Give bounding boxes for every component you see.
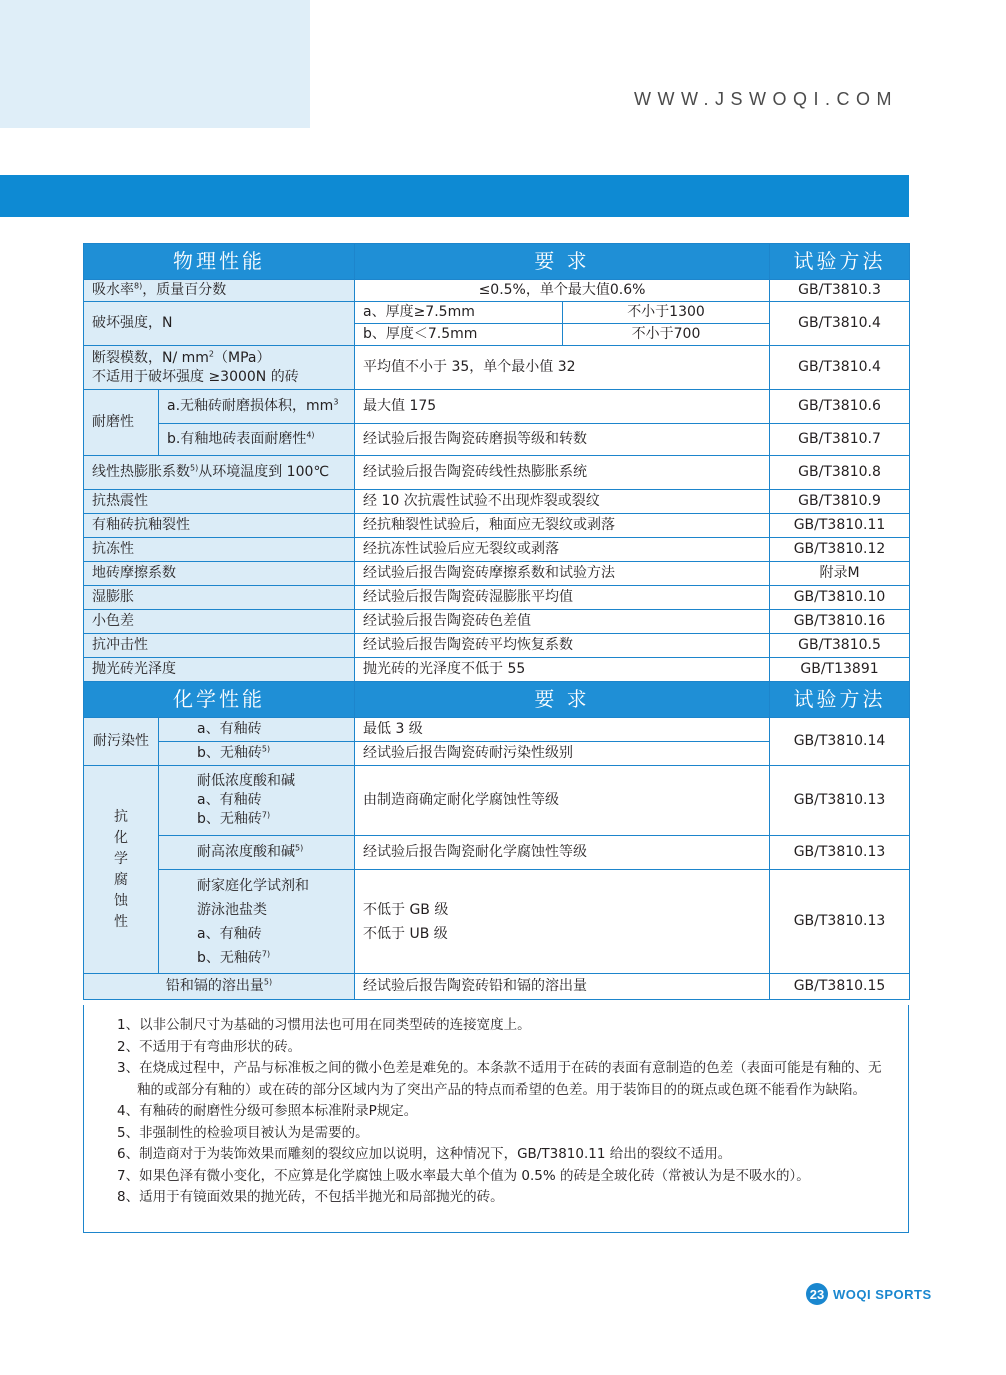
water-req: ≤0.5%，单个最大值0.6% <box>355 280 770 302</box>
spec-table <box>83 243 910 1000</box>
row-req: 经试验后报告陶瓷砖色差值 <box>355 610 770 634</box>
note-item: 4、有釉砖的耐磨性分级可参照本标准附录P规定。 <box>117 1103 418 1119</box>
stain-method: GB/T3810.14 <box>770 718 910 766</box>
table-row <box>84 538 910 562</box>
note-item: 8、适用于有镜面效果的抛光砖，不包括半抛光和局部抛光的砖。 <box>117 1189 504 1205</box>
row-req: 经试验后报告陶瓷砖平均恢复系数 <box>355 634 770 658</box>
row-method: GB/T3810.5 <box>770 634 910 658</box>
table-row <box>84 658 910 682</box>
table-row <box>84 870 910 974</box>
header-band <box>0 175 909 217</box>
row-method: GB/T13891 <box>770 658 910 682</box>
note-item: 2、不适用于有弯曲形状的砖。 <box>117 1038 302 1055</box>
table-row <box>84 974 910 1000</box>
chemical-header-row <box>84 682 910 718</box>
table-row <box>84 456 910 490</box>
corrosion-high-label: 耐高浓度酸和碱$^{5)}$ <box>159 836 355 870</box>
lead-label: 铅和镉的溶出量$^{5)}$ <box>84 974 355 1000</box>
note-item: 3、在烧成过程中，产品与标准板之间的微小色差是难免的。本条款不适用于在砖的表面有意制造的色差（表面可能是有釉的、无釉的或部分有釉的）或在砖的部分区域内为了突出产品的特点而希望的色差。用于装饰目的的斑点或色斑不能看作为缺陷。 <box>117 1060 882 1098</box>
abrasion-b-method: GB/T3810.7 <box>770 424 910 456</box>
page-footer <box>806 1283 932 1305</box>
corrosion-low-req: 由制造商确定耐化学腐蚀性等级 <box>355 766 770 836</box>
row-label: 小色差 <box>84 610 355 634</box>
row-label: 地砖摩擦系数 <box>84 562 355 586</box>
row-req: 经抗釉裂性试验后，釉面应无裂纹或剥落 <box>355 514 770 538</box>
table-row <box>84 718 910 742</box>
table-row <box>84 390 910 424</box>
abrasion-label: 耐磨性 <box>84 390 159 456</box>
row-label: 有釉砖抗釉裂性 <box>84 514 355 538</box>
corrosion-household-label: 耐家庭化学试剂和 游泳池盐类 a、有釉砖 b、无釉砖$^{7)}$ <box>159 870 355 974</box>
abrasion-b-label: b.有釉地砖表面耐磨性$^{4)}$ <box>159 424 355 456</box>
water-label: 吸水率$^{8)}$，质量百分数 <box>84 280 355 302</box>
abrasion-a-label: a.无釉砖耐磨损体积，$mm^3$ <box>159 390 355 424</box>
stain-a-req: 最低 3 级 <box>355 718 770 742</box>
abrasion-b-req: 经试验后报告陶瓷砖磨损等级和转数 <box>355 424 770 456</box>
corrosion-household-req: 不低于 GB 级 不低于 UB 级 <box>355 870 770 974</box>
strength-label: 破坏强度，N <box>84 302 355 346</box>
table-row <box>84 490 910 514</box>
modulus-req: 平均值不小于 35，单个最小值 32 <box>355 346 770 390</box>
row-label: 抗冲击性 <box>84 634 355 658</box>
chemical-title: 化学性能 <box>84 682 355 718</box>
stain-label: 耐污染性 <box>84 718 159 766</box>
thermal-label: 线性热膨胀系数$^{5)}$从环境温度到 100℃ <box>84 456 355 490</box>
corrosion-high-method: GB/T3810.13 <box>770 836 910 870</box>
stain-a-label: a、有釉砖 <box>159 718 355 742</box>
strength-method: GB/T3810.4 <box>770 302 910 346</box>
table-row <box>84 514 910 538</box>
corrosion-low-label: 耐低浓度酸和碱 a、有釉砖 b、无釉砖$^{7)}$ <box>159 766 355 836</box>
row-method: GB/T3810.11 <box>770 514 910 538</box>
brand-name: WOQI SPORTS <box>833 1286 932 1302</box>
table-row <box>84 280 910 302</box>
corrosion-low-method: GB/T3810.13 <box>770 766 910 836</box>
row-label: 抗热震性 <box>84 490 355 514</box>
strength-b-cond: b、厚度＜7.5mm <box>355 324 563 346</box>
physical-method-title: 试验方法 <box>770 244 910 280</box>
strength-a-cond: a、厚度≥7.5mm <box>355 302 563 324</box>
corrosion-label: 抗化学腐蚀性 <box>84 766 159 974</box>
stain-b-req: 经试验后报告陶瓷砖耐污染性级别 <box>355 742 770 766</box>
row-req: 经试验后报告陶瓷砖湿膨胀平均值 <box>355 586 770 610</box>
abrasion-a-method: GB/T3810.6 <box>770 390 910 424</box>
notes-box <box>83 1005 909 1233</box>
table-row <box>84 302 910 324</box>
corrosion-household-method: GB/T3810.13 <box>770 870 910 974</box>
table-row <box>84 346 910 390</box>
chemical-method-title: 试验方法 <box>770 682 910 718</box>
row-method: GB/T3810.16 <box>770 610 910 634</box>
modulus-method: GB/T3810.4 <box>770 346 910 390</box>
physical-header-row <box>84 244 910 280</box>
table-row <box>84 634 910 658</box>
row-label: 抗冻性 <box>84 538 355 562</box>
table-row <box>84 562 910 586</box>
thermal-method: GB/T3810.8 <box>770 456 910 490</box>
row-method: GB/T3810.12 <box>770 538 910 562</box>
note-item: 6、制造商对于为装饰效果而雕刻的裂纹应加以说明，这种情况下，GB/T3810.11 给出的裂纹不适用。 <box>117 1146 732 1162</box>
row-method: GB/T3810.9 <box>770 490 910 514</box>
row-method: 附录M <box>770 562 910 586</box>
note-item: 7、如果色泽有微小变化，不应算是化学腐蚀上吸水率最大单个值为 0.5% 的砖是全玻化砖（常被认为是不吸水的）。 <box>117 1167 810 1184</box>
strength-b-val: 不小于700 <box>563 324 770 346</box>
thermal-req: 经试验后报告陶瓷砖线性热膨胀系统 <box>355 456 770 490</box>
corner-decoration <box>0 0 310 128</box>
water-method: GB/T3810.3 <box>770 280 910 302</box>
lead-req: 经试验后报告陶瓷砖铅和镉的溶出量 <box>355 974 770 1000</box>
note-item: 5、非强制性的检验项目被认为是需要的。 <box>117 1124 369 1141</box>
stain-b-label: b、无釉砖$^{5)}$ <box>159 742 355 766</box>
table-row <box>84 766 910 836</box>
lead-method: GB/T3810.15 <box>770 974 910 1000</box>
page-number: 23 <box>806 1283 828 1305</box>
note-item: 1、以非公制尺寸为基础的习惯用法也可用在同类型砖的连接宽度上。 <box>117 1017 531 1033</box>
physical-req-title: 要 求 <box>355 244 770 280</box>
corrosion-high-req: 经试验后报告陶瓷耐化学腐蚀性等级 <box>355 836 770 870</box>
row-req: 抛光砖的光泽度不低于 55 <box>355 658 770 682</box>
table-row <box>84 424 910 456</box>
physical-title: 物理性能 <box>84 244 355 280</box>
strength-a-val: 不小于1300 <box>563 302 770 324</box>
table-row <box>84 610 910 634</box>
modulus-label: 断裂模数，N/ $mm^2(MPa)$ 不适用于破坏强度 ≥3000N 的砖 <box>84 346 355 390</box>
table-row <box>84 836 910 870</box>
row-method: GB/T3810.10 <box>770 586 910 610</box>
abrasion-a-req: 最大值 175 <box>355 390 770 424</box>
row-label: 湿膨胀 <box>84 586 355 610</box>
chemical-req-title: 要 求 <box>355 682 770 718</box>
website-url: WWW.JSWOQI.COM <box>634 89 898 109</box>
row-label: 抛光砖光泽度 <box>84 658 355 682</box>
row-req: 经试验后报告陶瓷砖摩擦系数和试验方法 <box>355 562 770 586</box>
row-req: 经抗冻性试验后应无裂纹或剥落 <box>355 538 770 562</box>
row-req: 经 10 次抗震性试验不出现炸裂或裂纹 <box>355 490 770 514</box>
table-row <box>84 586 910 610</box>
